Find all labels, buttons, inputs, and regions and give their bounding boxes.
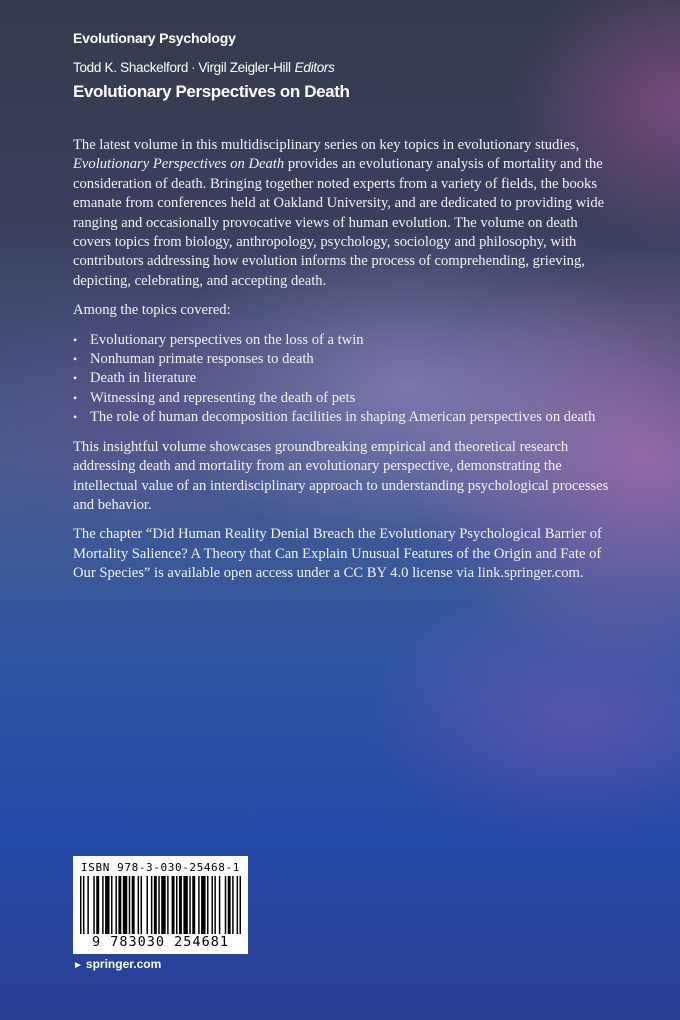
publisher-site: springer.com <box>85 957 162 971</box>
barcode-bar <box>228 876 231 934</box>
isbn-text: ISBN 978-3-030-25468-1 <box>81 861 240 874</box>
intro-book-title: Evolutionary Perspectives on Death <box>73 156 285 173</box>
list-item <box>73 408 613 427</box>
intro-part-2: provides an evolutionary analysis of mortality and the consideration of death. Bringing together noted experts from a variety of fields, the books emanate from conferences held at Oakland University, and are dedicated to providing wide ranging and occasionally provocative views of human evolution. The volume on death covers topics from biology, anthropology, psychology, sociology and philosophy, with contributors addressing how evolution informs the process of comprehending, grieving, depicting, celebrating, and accepting death. <box>73 156 605 289</box>
barcode-bar <box>183 876 187 934</box>
barcode-bar <box>219 876 220 934</box>
barcode-bar <box>211 876 212 934</box>
bullet-icon: • <box>73 332 78 347</box>
barcode-bar <box>192 876 195 934</box>
barcode-bar <box>237 876 238 934</box>
bullet-icon: • <box>73 371 78 386</box>
list-item <box>73 350 613 369</box>
barcode-bar <box>93 876 94 934</box>
editor-name-1: Todd K. Shackelford <box>73 60 189 75</box>
barcode-bar <box>111 876 112 934</box>
barcode-bar <box>118 876 121 934</box>
barcode-bar <box>172 876 175 934</box>
intro-part-1: The latest volume in this multidisciplinary series on key topics in evolutionary studies, <box>73 137 580 153</box>
barcode-bar <box>141 876 142 934</box>
barcode-bar <box>158 876 159 934</box>
editors-role: Editors <box>294 60 335 75</box>
barcode-bar <box>198 876 199 934</box>
open-access-paragraph: The chapter “Did Human Reality Denial Breach the Evolutionary Psychological Barrier of Mortality Salience? A Theory that Can Explain Unusual Features of the Origin and Fate of Our Species” is available open access under a CC BY 4.0 license via link.springer.com. <box>73 526 602 582</box>
barcode-bar <box>176 876 177 934</box>
editor-separator: · <box>191 60 196 75</box>
barcode-bar <box>154 876 157 934</box>
barcode-bar <box>232 876 233 934</box>
barcode-bar <box>167 876 168 934</box>
barcode-icon <box>80 876 241 934</box>
barcode-bar <box>179 876 182 934</box>
intro-paragraph <box>73 136 613 291</box>
barcode-bar <box>146 876 147 934</box>
bullet-icon: • <box>73 390 78 405</box>
barcode-digits: 9 783030 254681 <box>92 934 229 950</box>
barcode-bar <box>87 876 88 934</box>
barcode-bar <box>189 876 190 934</box>
topic-text: Evolutionary perspectives on the loss of a twin <box>90 331 364 348</box>
barcode-bar <box>225 876 226 934</box>
barcode-bar <box>129 876 130 934</box>
barcode-bar <box>151 876 152 934</box>
summary-paragraph: This insightful volume showcases groundbreaking empirical and theoretical research addressing death and mortality from an evolutionary perspective, demonstrating the intellectual value of an interdisciplinary approach to understanding psychological processes and behavior. <box>73 438 609 513</box>
topic-text: Nonhuman primate responses to death <box>90 351 314 368</box>
topic-text: Death in literature <box>90 370 197 387</box>
bullet-icon: • <box>73 410 78 425</box>
barcode-bar <box>161 876 165 934</box>
barcode-bar <box>138 876 139 934</box>
bullet-icon: • <box>73 352 78 367</box>
barcode-bar <box>123 876 127 934</box>
topics-list <box>73 331 613 428</box>
barcode-bar <box>207 876 208 934</box>
editor-name-2: Virgil Zeigler-Hill <box>198 60 291 75</box>
book-title: Evolutionary Perspectives on Death <box>73 82 350 101</box>
barcode-bar <box>115 876 116 934</box>
list-item <box>73 369 613 388</box>
barcode-bar <box>132 876 135 934</box>
publisher-link[interactable] <box>73 957 161 971</box>
barcode-bar <box>83 876 84 934</box>
barcode-label <box>73 856 248 954</box>
barcode-bar <box>102 876 103 934</box>
barcode-bar <box>201 876 205 934</box>
back-cover-blurb <box>73 136 613 594</box>
barcode-bar <box>240 876 241 934</box>
barcode-bar <box>214 876 215 934</box>
series-name: Evolutionary Psychology <box>73 30 236 46</box>
barcode-bar <box>105 876 109 934</box>
barcode-bar <box>96 876 99 934</box>
topic-text: Witnessing and representing the death of pets <box>90 389 356 406</box>
editors-line <box>73 60 335 75</box>
topic-text: The role of human decomposition facilities in shaping American perspectives on death <box>90 409 596 426</box>
barcode-bar <box>80 876 81 934</box>
topics-heading: Among the topics covered: <box>73 302 231 319</box>
list-item <box>73 389 613 408</box>
list-item <box>73 331 613 350</box>
arrow-right-icon: ► <box>73 960 83 971</box>
